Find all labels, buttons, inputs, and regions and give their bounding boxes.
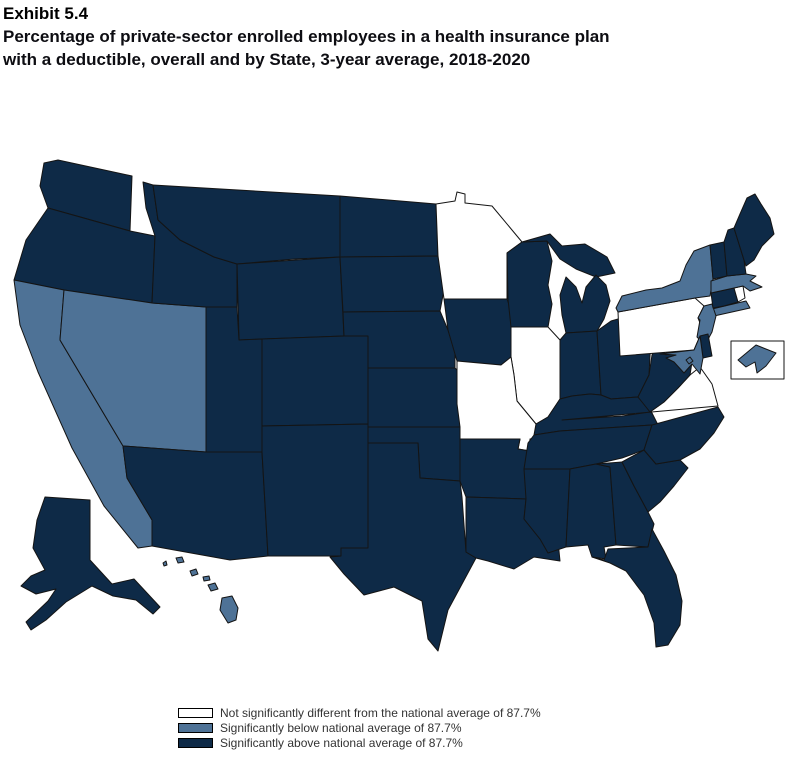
page-title-line2: with a deductible, overall and by State, 3-year average, 2018-2020 bbox=[3, 50, 531, 69]
legend-label-not-significant: Not significantly different from the national average of 87.7% bbox=[220, 705, 541, 720]
state-SD bbox=[340, 256, 444, 312]
state-CO bbox=[262, 336, 368, 426]
map-legend bbox=[178, 705, 541, 750]
state-HI-hawaii-island bbox=[220, 596, 238, 623]
state-KS bbox=[368, 368, 460, 427]
page-title-line1: Percentage of private-sector enrolled employees in a health insurance plan bbox=[3, 27, 610, 46]
state-NM bbox=[262, 424, 368, 556]
state-AL bbox=[566, 464, 616, 559]
legend-swatch-not-significant bbox=[178, 708, 213, 718]
state-MI bbox=[560, 275, 610, 333]
state-WI bbox=[507, 241, 552, 327]
state-HI-maui bbox=[208, 583, 218, 591]
state-ND bbox=[340, 196, 438, 257]
state-NC bbox=[644, 407, 724, 464]
legend-label-below-average: Significantly below national average of 87.7% bbox=[220, 720, 462, 735]
legend-row-above-average bbox=[178, 735, 541, 750]
state-HI-kauai bbox=[176, 557, 184, 563]
state-HI-niihau bbox=[163, 561, 167, 566]
legend-swatch-above-average bbox=[178, 738, 213, 748]
state-WY bbox=[237, 257, 344, 340]
legend-swatch-below-average bbox=[178, 723, 213, 733]
exhibit-number: Exhibit 5.4 bbox=[3, 4, 89, 23]
state-HI-molokai bbox=[203, 576, 210, 581]
legend-row-below-average bbox=[178, 720, 541, 735]
legend-label-above-average: Significantly above national average of 87.7% bbox=[220, 735, 463, 750]
state-HI-oahu bbox=[190, 569, 198, 576]
state-IN bbox=[560, 331, 601, 399]
legend-row-not-significant bbox=[178, 705, 541, 720]
